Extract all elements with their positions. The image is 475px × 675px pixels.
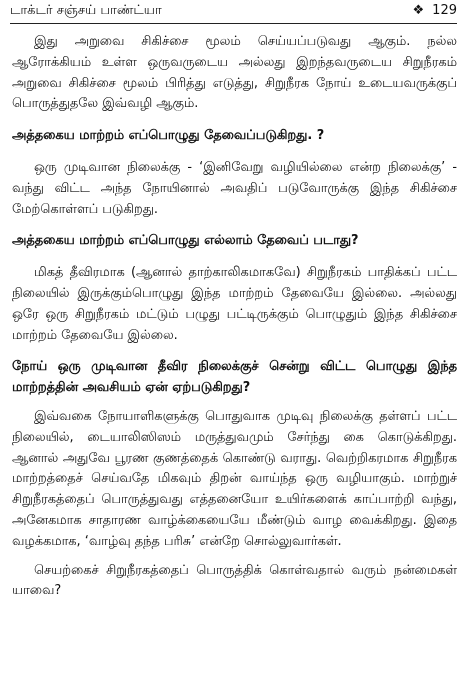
- header-right: [413, 3, 457, 18]
- page-body: [12, 32, 457, 602]
- paragraph: இது அறுவை சிகிச்சை மூலம் செய்யப்படுவது ஆகும். நல்ல ஆரோக்கியம் உள்ள ஒருவருடைய அல்லது இறந்தவருடைய சிறுநீரகம் அறுவை சிகிச்சை மூலம் பிரித்து எடுத்து, சிறுநீரக நோய் உடையவருக்குப் பொருத்துதலே இவ்வழி ஆகும்.: [12, 34, 457, 112]
- question-heading: அத்தகைய மாற்றம் எப்பொழுது எல்லாம் தேவைப் படாது?: [12, 233, 359, 249]
- question-heading: நோய் ஒரு முடிவான தீவிர நிலைக்குச் சென்று விட்ட பொழுது இந்த மாற்றத்தின் அவசியம் ஏன் ஏற்படுகிறது?: [12, 359, 457, 396]
- paragraph: செயற்கைச் சிறுநீரகத்தைப் பொருத்திக் கொள்வதால் வரும் நன்மைகள் யாவை?: [12, 562, 457, 599]
- question-heading: அத்தகைய மாற்றம் எப்பொழுது தேவைப்படுகிறது. ?: [12, 128, 325, 144]
- running-header: [10, 3, 457, 21]
- page-number: 129: [432, 3, 457, 18]
- header-title: டாக்டர் சஞ்சய் பாண்ட்யா: [10, 3, 162, 18]
- paragraph: இவ்வகை நோயாளிகளுக்கு பொதுவாக முடிவு நிலைக்கு தள்ளப் பட்ட நிலையில், டையாலிஸிஸம் மருத்துவமும் சேர்ந்து கை கொடுக்கிறது. ஆனால் அதுவே பூரண குணத்தைக் கொண்டு வராது. வெற்றிகரமாக சிறுநீரக மாற்றத்தைச் செய்வதே மிகவும் திறன் வாய்ந்த ஒரு வழியாகும். மாற்றுச் சிறுநீரகத்தைப் பொருத்துவது எத்தனையோ உயிர்களைக் காப்பாற்றி வந்து, அனேகமாக சாதாரண வாழ்க்கையையே மீண்டும் வாழ வைக்கிறது. இதை வழக்கமாக, ‘வாழ்வு தந்த பரிசு’ என்றே சொல்லுவார்கள்.: [12, 408, 457, 549]
- header-rule: [10, 23, 457, 24]
- paragraph: மிகத் தீவிரமாக (ஆனால் தாற்காலிகமாகவே) சிறுநீரகம் பாதிக்கப் பட்ட நிலையில் இருக்கும்பொழுது இந்த மாற்றம் தேவையே இல்லை. அல்லது ஒரே ஒரு சிறுநீரகம் மட்டும் பழுது பட்டிருக்கும் பொழுதும் இந்த சிகிச்சை மாற்றம் தேவையே இல்லை.: [12, 265, 457, 343]
- paragraph: ஒரு முடிவான நிலைக்கு - ‘இனிவேறு வழியில்லை என்ற நிலைக்கு’ - வந்து விட்ட அந்த நோயினால் அவதிப் படுவோருக்கு இந்த சிகிச்சை மேற்கொள்ளப் படுகிறது.: [12, 159, 457, 217]
- ornament-icon: ❖: [412, 3, 425, 18]
